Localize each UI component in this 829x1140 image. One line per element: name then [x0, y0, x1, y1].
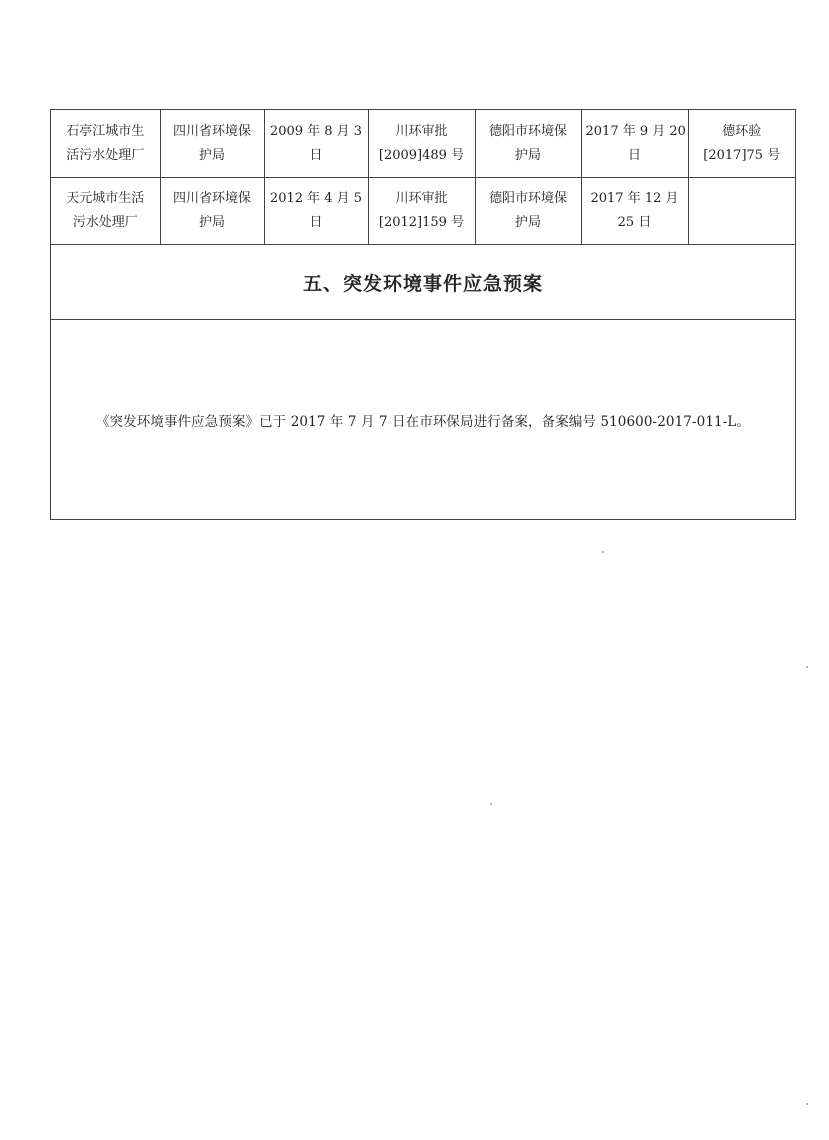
cell-text: 石亭江城市生: [66, 123, 145, 139]
cell-text: 德环验: [722, 123, 762, 139]
notice-text: 《突发环境事件应急预案》已于 2017 年 7 月 7 日在市环保局进行备案，备案编号 510600-2017-011-L。: [95, 413, 751, 430]
cell-text: 德阳市环境保: [488, 123, 567, 139]
acceptance-date-cell: [581, 178, 688, 245]
scan-speck: [490, 803, 492, 805]
acceptance-doc-cell: [688, 110, 795, 178]
section-title-text: 五、突发环境事件应急预案: [302, 272, 543, 295]
scan-speck: [602, 551, 604, 553]
cell-text: 护局: [514, 147, 541, 163]
plant-name-cell: [51, 110, 160, 178]
cell-text: 日: [309, 147, 323, 163]
cell-text: 25 日: [617, 215, 652, 230]
table-row: [51, 110, 795, 178]
scan-speck: [806, 666, 808, 668]
cell-text: 护局: [514, 215, 541, 230]
scan-speck: [806, 1103, 808, 1105]
cell-text: 2009 年 8 月 3: [269, 123, 363, 139]
cell-text: [2009]489 号: [378, 147, 465, 163]
cell-text: 日: [309, 215, 323, 230]
plant-name-cell: [51, 178, 160, 245]
section-title: [51, 244, 795, 320]
document-frame: [50, 109, 796, 520]
cell-text: 2017 年 9 月 20: [585, 123, 686, 139]
cell-text: 护局: [198, 147, 225, 163]
eia-authority-cell: [160, 110, 264, 178]
cell-text: 污水处理厂: [72, 215, 138, 230]
approval-table: [51, 110, 795, 245]
eia-date-cell: [264, 178, 368, 245]
eia-date-cell: [264, 110, 368, 178]
table-row: [51, 178, 795, 245]
acceptance-doc-cell: [688, 178, 795, 245]
cell-text: [2017]75 号: [703, 147, 781, 163]
acceptance-date-cell: [581, 110, 688, 178]
cell-text: 2012 年 4 月 5: [269, 191, 363, 206]
cell-text: 2017 年 12 月: [590, 191, 679, 206]
cell-text: 川环审批: [395, 191, 448, 206]
cell-text: 护局: [198, 215, 225, 230]
acceptance-authority-cell: [475, 178, 581, 245]
notice-block: [51, 320, 795, 519]
cell-text: 活污水处理厂: [66, 147, 145, 163]
acceptance-authority-cell: [475, 110, 581, 178]
eia-doc-cell: [368, 178, 475, 245]
cell-text: 德阳市环境保: [488, 191, 567, 206]
eia-authority-cell: [160, 178, 264, 245]
cell-text: 川环审批: [395, 123, 448, 139]
cell-text: 四川省环境保: [172, 123, 251, 139]
cell-text: [2012]159 号: [378, 215, 465, 230]
cell-text: 四川省环境保: [172, 191, 251, 206]
eia-doc-cell: [368, 110, 475, 178]
cell-text: 天元城市生活: [66, 191, 145, 206]
cell-text: 日: [627, 147, 641, 163]
